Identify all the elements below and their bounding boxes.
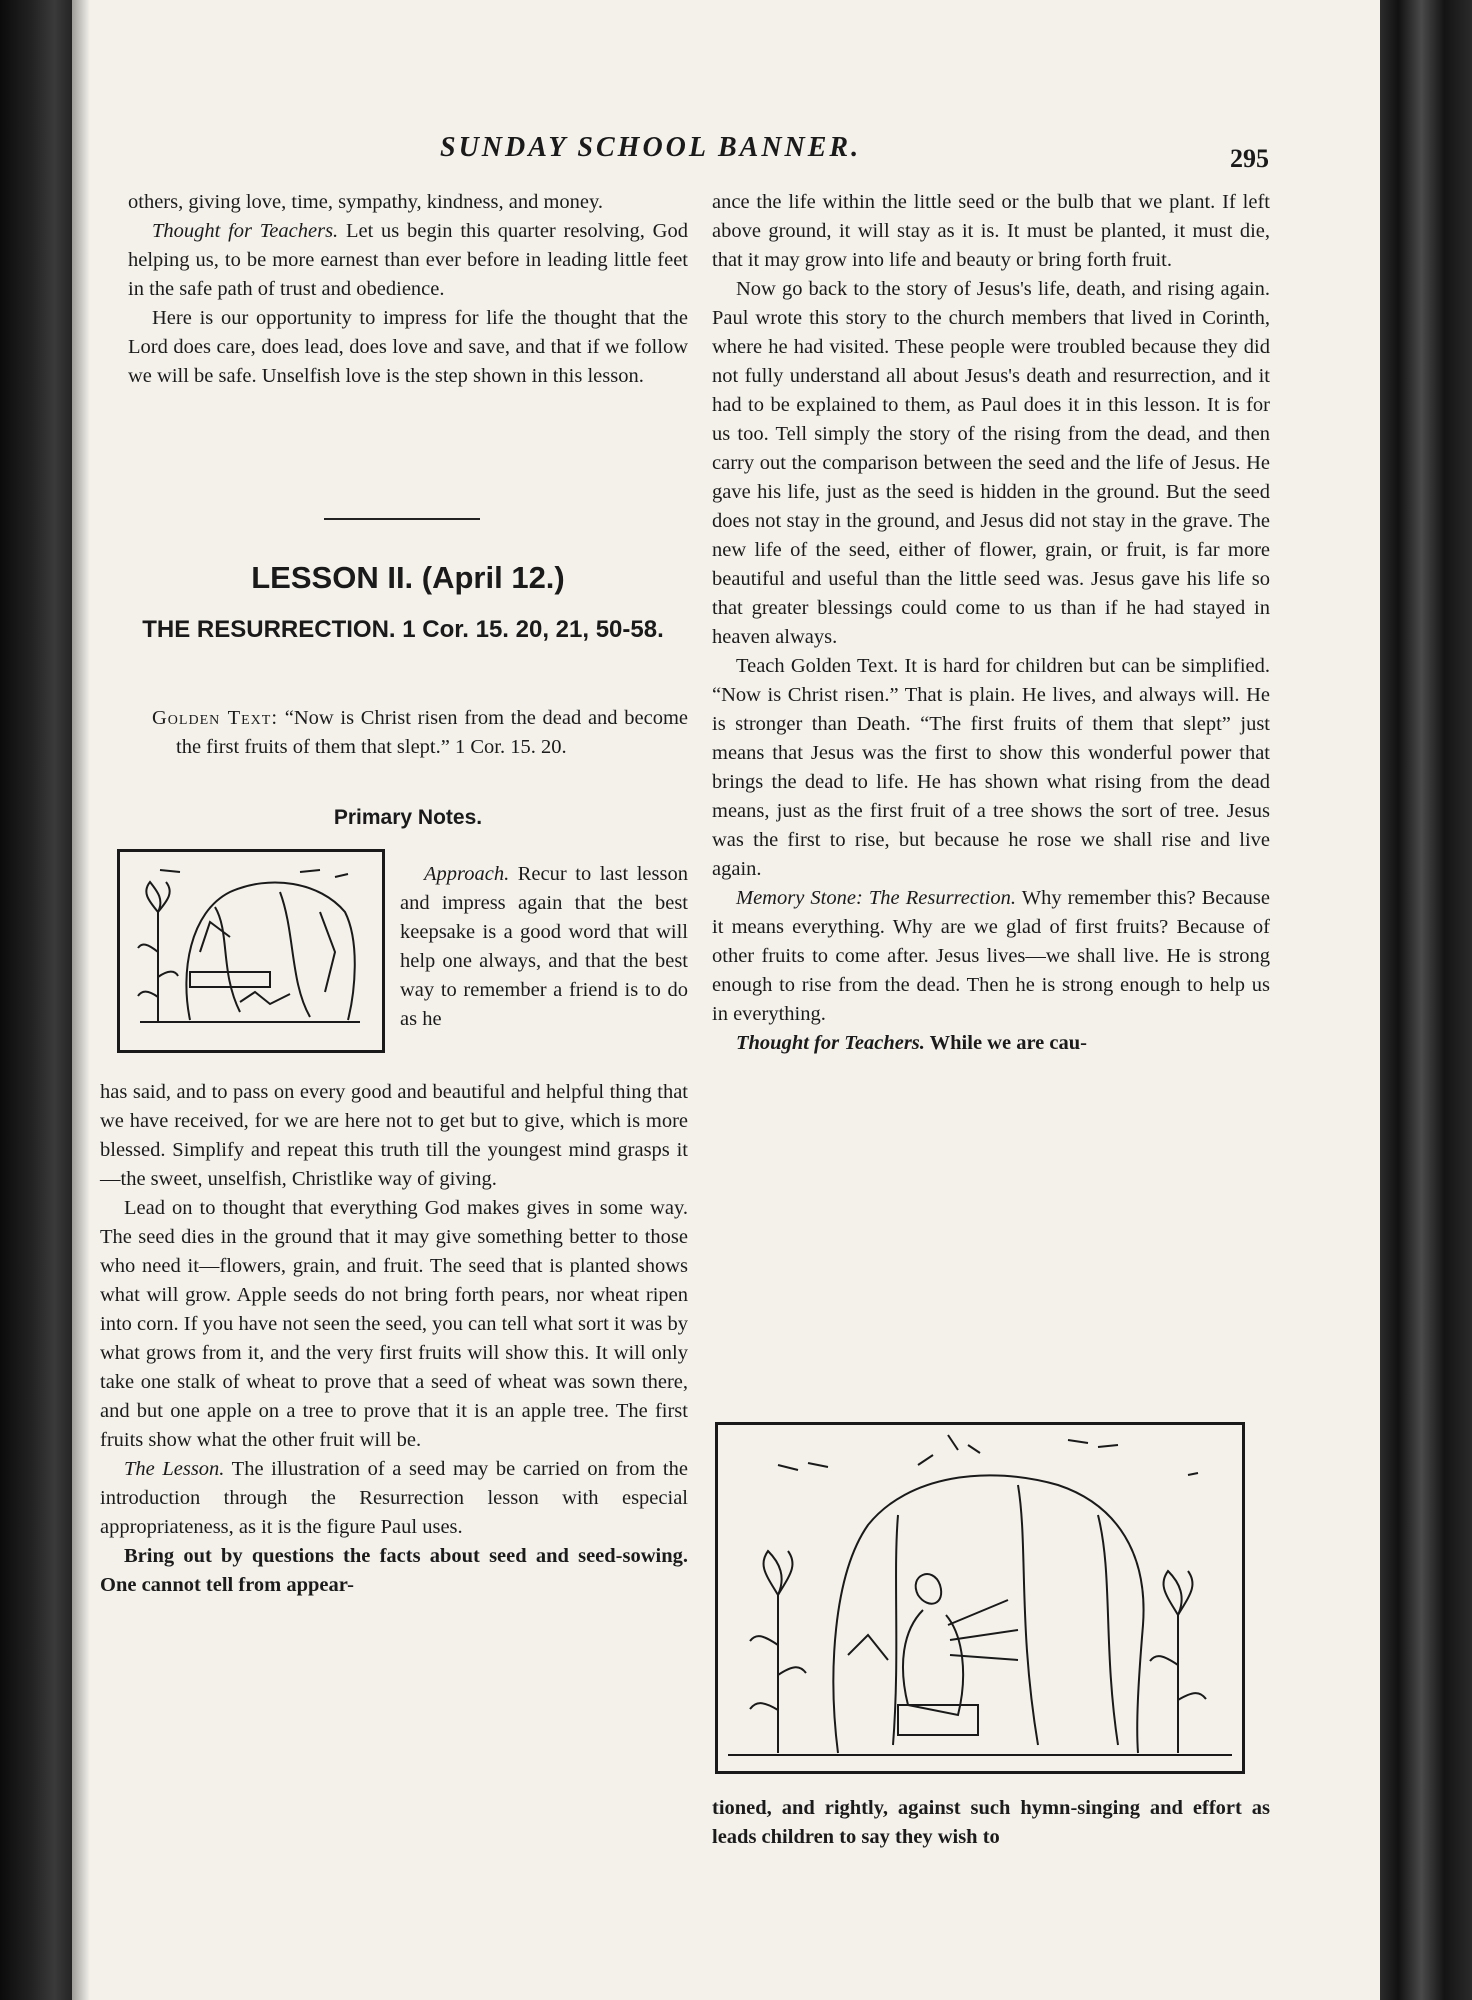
resurrection-drawing — [718, 1425, 1242, 1771]
running-title: SUNDAY SCHOOL BANNER. — [440, 132, 862, 163]
golden-text-label: Golden Text: — [152, 707, 279, 729]
approach-paragraph — [400, 860, 688, 1034]
paragraph-text: The illustration of a seed may be carried on from the introduction through the Resurrection lesson with especial appropriateness, as it is the figure Paul uses. — [100, 1458, 688, 1538]
illustration-resurrection-large — [715, 1422, 1245, 1774]
golden-text-paragraph — [152, 704, 688, 762]
gutter-shadow — [72, 0, 90, 2000]
run-in-heading: Thought for Teachers. — [736, 1032, 925, 1054]
paragraph: others, giving love, time, sympathy, kindness, and money. — [128, 191, 604, 213]
golden-text-body: “Now is Christ risen from the dead and become the first fruits of them that slept.” 1 Cor. 15. 20. — [176, 707, 689, 758]
lesson-title: LESSON II. (April 12.) — [251, 560, 565, 595]
paragraph: Bring out by questions the facts about seed and seed-sowing. One cannot tell from appear- — [100, 1545, 688, 1596]
run-in-heading: The Lesson. — [124, 1458, 225, 1480]
paragraph — [712, 1029, 1270, 1058]
paragraph-text: While we are cau- — [924, 1032, 1087, 1054]
run-in-heading: Approach. — [424, 863, 510, 885]
approach-text: Recur to last lesson and impress again that the best keepsake is a good word that will help one always, and that the best way to remember a friend is to do as he — [400, 863, 688, 1030]
paragraph — [712, 884, 1270, 1029]
paragraph: Teach Golden Text. It is hard for children but can be simplified. “Now is Christ risen.” That is plain. He lives, and always will. He is stronger than Death. “The first fruits of them that slept” just means that Jesus was the first to show this wonderful power that brings the dead to life. He has shown what rising from the dead means, just as the first fruit of a tree shows the sort of tree. Jesus was the first to rise, but because he rose we shall rise and live again. — [712, 655, 1270, 880]
page-number: 295 — [1230, 144, 1269, 173]
primary-notes-heading: Primary Notes. — [333, 806, 483, 829]
left-column-bottom — [100, 1078, 688, 1600]
paragraph: Here is our opportunity to impress for life the thought that the Lord does care, does lead, does love and save, and that if we follow we will be safe. Unselfish love is the step shown in this lesson. — [128, 307, 688, 387]
right-column-top — [712, 188, 1270, 1058]
paragraph — [100, 1455, 688, 1542]
golden-text — [128, 704, 688, 762]
left-column-top — [128, 188, 688, 391]
paragraph: has said, and to pass on every good and beautiful and helpful thing that we have received, for we are here not to get but to give, which is more blessed. Simplify and repeat this truth till the youngest mind grasps it—the sweet, unselfish, Christlike way of giving. — [100, 1081, 688, 1190]
tomb-lily-drawing — [120, 852, 382, 1050]
right-column-bottom — [712, 1794, 1270, 1852]
approach-wrap — [400, 860, 688, 1034]
section-divider — [324, 518, 480, 520]
run-in-heading: Memory Stone: The Resurrection. — [736, 887, 1016, 909]
paragraph — [128, 217, 688, 304]
paragraph: ance the life within the little seed or the bulb that we plant. If left above ground, it will stay as it is. It must be planted, it must die, that it may grow into life and beauty or bring forth fruit. — [712, 191, 1270, 271]
illustration-empty-tomb-small — [117, 849, 385, 1053]
paragraph: Now go back to the story of Jesus's life, death, and rising again. Paul wrote this story to the church members that lived in Corinth, where he had visited. These people were troubled because they did not fully understand all about Jesus's death and resurrection, and it had to be explained to them, as Paul does it in this lesson. It is for us too. Tell simply the story of the rising from the dead, and then carry out the comparison between the seed and the life of Jesus. He gave his life, just as the seed is hidden in the ground. But the seed does not stay in the ground, and Jesus did not stay in the grave. The new life of the seed, either of flower, grain, or fruit, is far more beautiful and useful than the little seed was. Jesus gave his life so that greater blessings could come to us than if he had stayed in heaven always. — [712, 278, 1270, 648]
run-in-heading: Thought for Teachers. — [152, 220, 339, 242]
book-binding-left — [0, 0, 78, 2000]
book-edge-right — [1380, 0, 1472, 2000]
lesson-subtitle: THE RESURRECTION. 1 Cor. 15. 20, 21, 50-58. — [142, 616, 664, 643]
paragraph: tioned, and rightly, against such hymn-singing and effort as leads children to say they wish to — [712, 1797, 1270, 1848]
paragraph-text: Why remember this? Because it means everything. Why are we glad of first fruits? Because of other fruits to come after. Jesus lives—we shall live. He is strong enough to rise from the dead. Then he is strong enough to help us in everything. — [712, 887, 1270, 1025]
paragraph: Lead on to thought that everything God makes gives in some way. The seed dies in the ground that it may give something better to those who need it—flowers, grain, and fruit. The seed that is planted shows what will grow. Apple seeds do not bring forth pears, nor wheat ripen into corn. If you have not seen the seed, you can tell what sort it was by what grows from it, and the very first fruits will show this. It will only take one stalk of wheat to prove that a seed of wheat was sown there, and but one apple on a tree to prove that it is an apple tree. The first fruits show what the other fruit will be. — [100, 1197, 688, 1451]
paragraph-text: Let us begin this quarter resolving, God helping us, to be more earnest than ever before in leading little feet in the safe path of trust and obedience. — [128, 220, 688, 300]
